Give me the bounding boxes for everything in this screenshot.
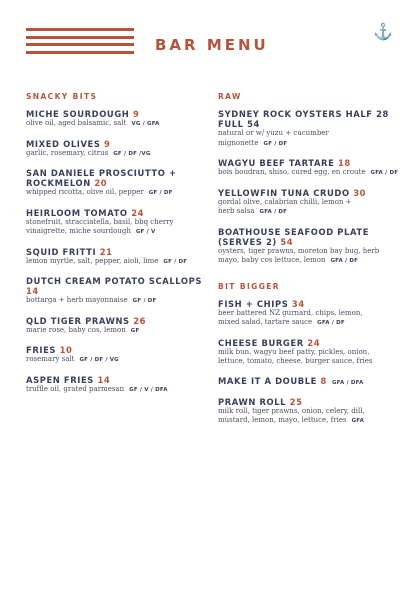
menu-item-title xyxy=(218,158,400,168)
menu-item-name: YELLOWFIN TUNA CRUDO xyxy=(218,187,350,198)
menu-item-price: 30 xyxy=(353,187,367,198)
menu-item-price: 9 xyxy=(132,109,140,119)
menu-item-description xyxy=(26,119,206,130)
menu-item-title xyxy=(26,109,206,119)
description-text: vinaigrette, miche sourdough xyxy=(26,227,131,235)
menu-item-description xyxy=(26,218,206,228)
description-text: beer battered NZ gurnard, chips, lemon, xyxy=(218,308,363,317)
menu-item-title xyxy=(26,247,206,257)
menu-item-title xyxy=(26,345,206,355)
description-text: marie rose, baby cos, lemon xyxy=(26,325,126,334)
menu-item-description xyxy=(218,416,400,427)
dietary-tag: GFA / DF xyxy=(330,258,359,264)
dietary-tag: GF / DF xyxy=(148,190,173,196)
description-text: lemon myrtle, salt, pepper, aioli, lime xyxy=(26,256,159,265)
menu-item-title xyxy=(218,109,400,129)
menu-item-title xyxy=(218,338,400,348)
dietary-tag: GF / DF / VG xyxy=(79,357,119,363)
menu-item-price: 18 xyxy=(337,158,351,168)
page-title: BAR MENU xyxy=(155,36,269,54)
menu-item-description xyxy=(218,247,400,257)
menu-item-price: 26 xyxy=(133,315,147,326)
stripe xyxy=(26,51,134,54)
stripe xyxy=(26,28,134,31)
menu-item-description xyxy=(26,227,206,238)
menu-item-title xyxy=(26,208,206,218)
menu-item xyxy=(218,376,400,388)
description-text: olive oil, aged balsamic, salt xyxy=(26,119,127,127)
dietary-tag: VG / GFA xyxy=(131,121,160,127)
menu-item-description xyxy=(218,348,400,358)
dietary-tag: GF / V xyxy=(135,229,156,235)
dietary-tag: GFA / DF xyxy=(259,209,288,215)
menu-item-description xyxy=(218,198,400,208)
dietary-tag: GF / V / DFA xyxy=(129,386,168,393)
menu-item-name: ASPEN FRIES xyxy=(26,374,94,385)
menu-item-name: FRIES xyxy=(26,345,57,355)
section-heading-bit-bigger: BIT BIGGER xyxy=(218,281,280,291)
menu-item-description xyxy=(218,318,400,329)
menu-item-description xyxy=(218,309,400,319)
description-text: mixed salad, tartare sauce xyxy=(218,318,313,326)
menu-item xyxy=(26,316,206,337)
description-text: milk bun, wagyu beef patty, pickles, onion, xyxy=(218,347,370,356)
menu-item-description xyxy=(218,256,400,267)
description-text: stonefruit, stracciatella, basil, bbq cherry xyxy=(26,217,174,226)
menu-item-name: MICHE SOURDOUGH xyxy=(26,109,130,119)
menu-item-name: BOATHOUSE SEAFOOD PLATE (SERVES 2) xyxy=(218,226,370,247)
menu-item xyxy=(218,299,400,329)
header-stripes-decoration xyxy=(26,28,134,58)
menu-item-price: 10 xyxy=(59,345,73,355)
menu-item-title xyxy=(218,188,400,198)
description-text: garlic, rosemary, citrus xyxy=(26,148,109,157)
menu-item-description xyxy=(218,357,400,367)
anchor-icon: ⚓ xyxy=(373,22,393,41)
menu-item-price: 34 xyxy=(291,298,305,309)
menu-item xyxy=(26,109,206,130)
menu-item-name: SAN DANIELE PROSCIUTTO + ROCKMELON xyxy=(26,168,177,188)
menu-item-title xyxy=(218,299,400,309)
dietary-tag: GF / DF /VG xyxy=(113,150,151,157)
menu-item-price: 54 xyxy=(280,236,294,247)
menu-item-title xyxy=(26,139,206,149)
menu-item xyxy=(218,397,400,427)
description-text: mayo, baby cos lettuce, lemon xyxy=(218,256,326,264)
description-text: herb salsa xyxy=(218,207,255,215)
menu-item xyxy=(26,168,206,199)
menu-item-description xyxy=(26,257,206,268)
menu-item-title xyxy=(26,168,206,188)
menu-item-price: 24 xyxy=(131,207,145,218)
raw-list xyxy=(218,109,400,267)
menu-item xyxy=(26,276,206,307)
description-text: gordal olive, calabrian chilli, lemon + xyxy=(218,197,352,206)
menu-item xyxy=(26,345,206,366)
dietary-tag: GF / DF xyxy=(132,298,157,304)
menu-item-title xyxy=(218,227,400,247)
dietary-tag: GF / DF xyxy=(163,258,188,265)
menu-item-name: MAKE IT A DOUBLE xyxy=(218,375,317,386)
snacky-bits-list xyxy=(26,109,206,395)
menu-item-name: SQUID FRITTI xyxy=(26,246,97,257)
menu-item-price: 20 xyxy=(94,178,108,188)
description-text: natural or w/ yuzu + cucumber mignonette xyxy=(218,129,329,147)
description-text: lettuce, tomato, cheese, burger sauce, fries xyxy=(218,357,373,365)
menu-item-name: WAGYU BEEF TARTARE xyxy=(218,158,335,168)
menu-item-title xyxy=(218,376,400,388)
description-text: mustard, lemon, mayo, lettuce, fries xyxy=(218,416,347,424)
section-heading-snacky-bits: SNACKY BITS xyxy=(26,92,98,101)
menu-item-description xyxy=(26,149,206,160)
menu-item-name: FISH + CHIPS xyxy=(218,298,289,309)
description-text: truffle oil, grated parmesan xyxy=(26,384,125,393)
description-text: rosemary salt xyxy=(26,355,75,363)
menu-item-description xyxy=(26,385,206,396)
menu-item-description xyxy=(218,168,400,179)
menu-item-price: 14 xyxy=(26,286,39,296)
dietary-tag: GFA xyxy=(351,418,365,424)
right-column xyxy=(218,92,400,436)
description-text: oysters, tiger prawns, moreton bay bug, herb xyxy=(218,246,380,255)
menu-item-name: DUTCH CREAM POTATO SCALLOPS xyxy=(26,276,203,286)
menu-item xyxy=(26,247,206,268)
menu-item-description xyxy=(26,326,206,337)
stripe xyxy=(26,43,134,46)
dietary-tag: GF xyxy=(130,327,140,334)
menu-item xyxy=(26,208,206,238)
menu-item xyxy=(26,139,206,160)
menu-item xyxy=(218,158,400,179)
dietary-tag: GF / DF xyxy=(263,140,288,147)
menu-item-description xyxy=(218,407,400,417)
menu-item-name: QLD TIGER PRAWNS xyxy=(26,315,130,326)
menu-item xyxy=(218,109,400,149)
menu-item-description xyxy=(26,296,206,307)
menu-item-description xyxy=(26,188,206,199)
menu-item-name: PRAWN ROLL xyxy=(218,396,287,407)
menu-item xyxy=(218,227,400,267)
menu-item-description xyxy=(26,355,206,366)
dietary-tag: GFA / DF xyxy=(317,320,345,326)
menu-item-description xyxy=(218,207,400,218)
bit-bigger-list xyxy=(218,299,400,427)
menu-item-title xyxy=(26,276,206,296)
menu-item xyxy=(218,188,400,218)
dietary-tag: GFA / DF xyxy=(370,170,399,176)
stripe xyxy=(26,36,134,39)
menu-item-name: MIXED OLIVES xyxy=(26,138,101,149)
description-text: milk roll, tiger prawns, onion, celery, dill, xyxy=(218,406,365,415)
menu-item-price: 21 xyxy=(99,246,113,257)
menu-item-price: 25 xyxy=(289,396,303,407)
section-heading-raw: RAW xyxy=(218,92,242,101)
menu-item xyxy=(26,375,206,396)
description-text: bois boudran, shiso, cured egg, en croute xyxy=(218,168,366,176)
description-text: whipped ricotta, olive oil, pepper xyxy=(26,188,144,196)
menu-item-name: CHEESE BURGER xyxy=(218,337,304,348)
menu-item-price: 24 xyxy=(307,337,321,348)
menu-item-price: 8 xyxy=(320,375,327,386)
menu-item-price: 9 xyxy=(104,138,111,149)
menu-item-title xyxy=(26,316,206,326)
menu-item-title xyxy=(26,375,206,385)
menu-item-title xyxy=(218,397,400,407)
description-text: bottarga + herb mayonnaise xyxy=(26,296,128,304)
menu-item-description xyxy=(218,129,400,149)
menu-item-name: SYDNEY ROCK OYSTERS HALF 28 FULL 54 xyxy=(218,109,389,129)
left-column xyxy=(26,92,206,404)
menu-item-price: 14 xyxy=(97,374,111,385)
menu-item xyxy=(218,338,400,367)
menu-item-name: HEIRLOOM TOMATO xyxy=(26,207,128,218)
dietary-tag: GFA / DFA xyxy=(331,379,364,386)
